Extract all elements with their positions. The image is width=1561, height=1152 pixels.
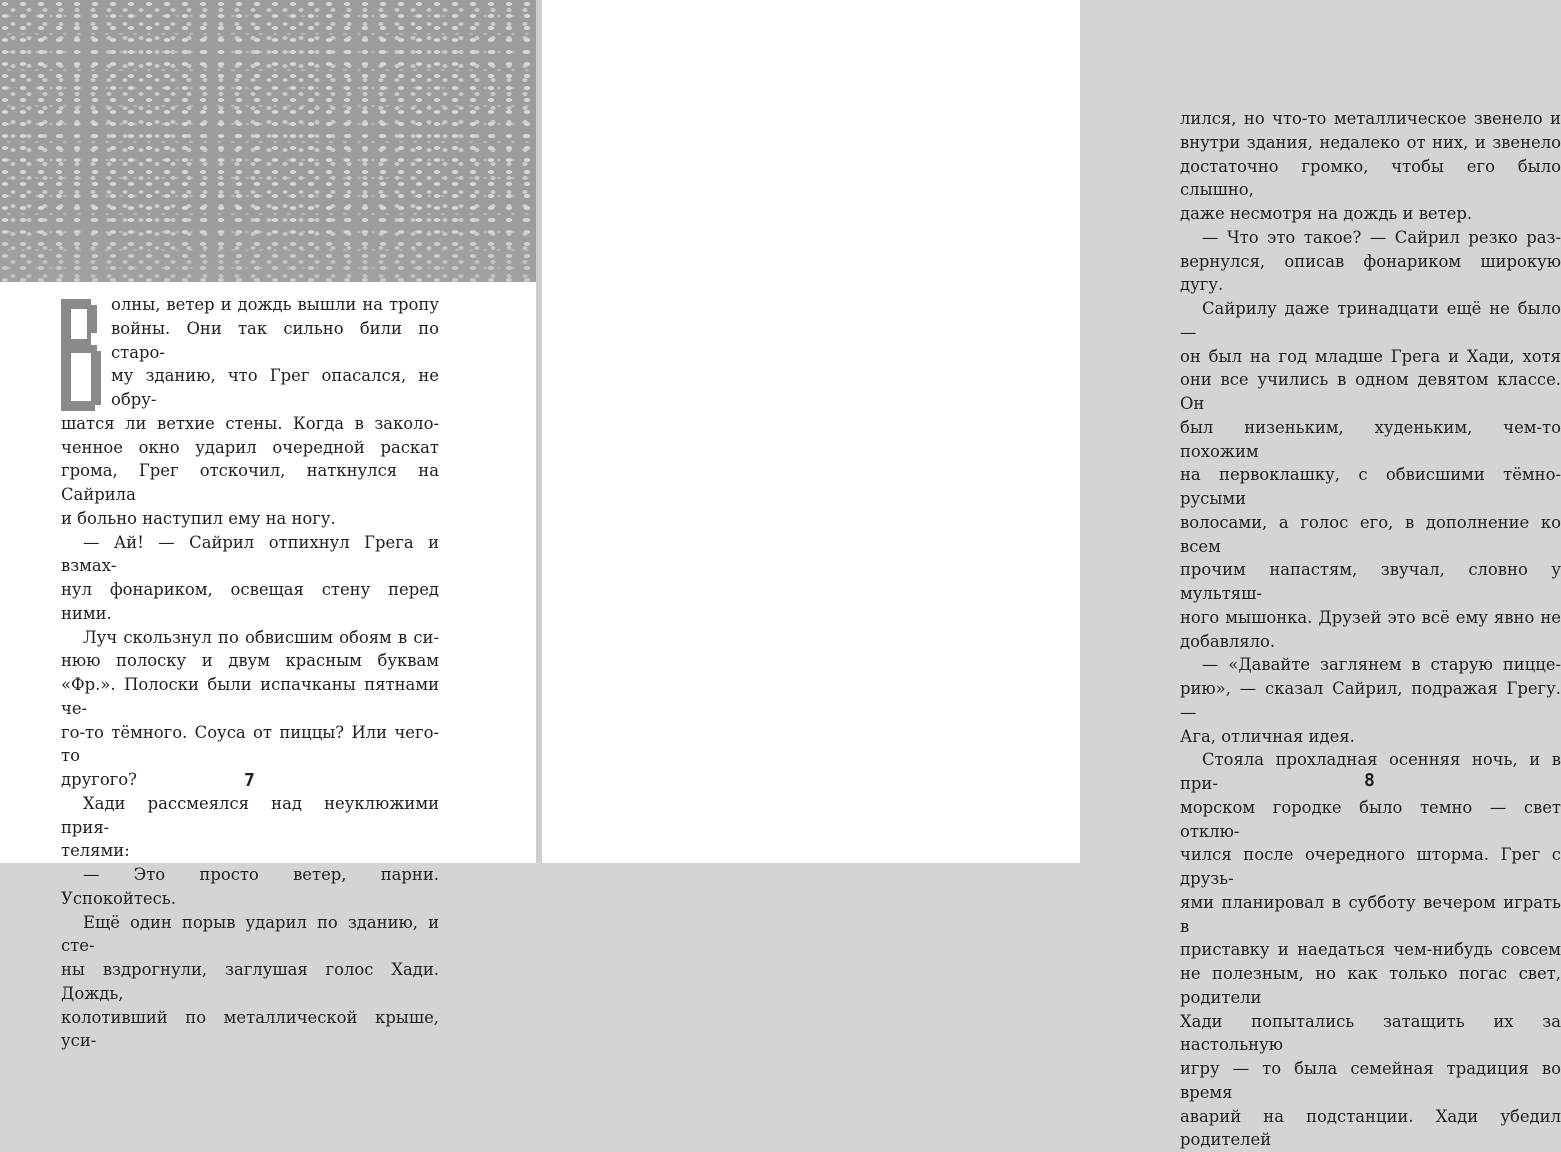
text-line: он был на год младше Грега и Хади, хотя bbox=[1180, 345, 1561, 369]
text-line: грома, Грег отскочил, наткнулся на Сайрила bbox=[61, 459, 439, 507]
text-line: ного мышонка. Друзей это всё ему явно не bbox=[1180, 606, 1561, 630]
text-line: аварий на подстанции. Хади убедил родителей bbox=[1180, 1105, 1561, 1152]
right-page bbox=[542, 0, 1080, 863]
text-line: нул фонариком, освещая стену перед ними. bbox=[61, 578, 439, 626]
text-line: лился, но что-то металлическое звенело и bbox=[1180, 107, 1561, 131]
text-line: шатся ли ветхие стены. Когда в заколо- bbox=[61, 412, 439, 436]
text-line: игру — то была семейная традиция во время bbox=[1180, 1057, 1561, 1105]
paragraph bbox=[1180, 226, 1561, 297]
right-page-text bbox=[1180, 107, 1561, 1152]
text-line: морском городке было темно — свет отклю- bbox=[1180, 796, 1561, 844]
drop-cap bbox=[61, 299, 101, 411]
paragraph bbox=[1180, 653, 1561, 748]
paragraph bbox=[1180, 748, 1561, 1152]
left-page-text bbox=[61, 293, 439, 1053]
paragraph bbox=[61, 863, 439, 911]
text-line: достаточно громко, чтобы его было слышно, bbox=[1180, 155, 1561, 203]
drop-cap-glyph bbox=[61, 299, 101, 411]
text-line: Ага, отличная идея. bbox=[1180, 725, 1561, 749]
page-number-right: 8 bbox=[1364, 770, 1375, 791]
paragraph bbox=[1180, 297, 1561, 653]
chapter-header-texture bbox=[0, 0, 536, 282]
page-number-left: 7 bbox=[244, 770, 255, 791]
text-line: вернулся, описав фонариком широкую дугу. bbox=[1180, 250, 1561, 298]
text-line: на первоклашку, с обвисшими тёмно-русыми bbox=[1180, 463, 1561, 511]
text-line: прочим напастям, звучал, словно у мультяш- bbox=[1180, 558, 1561, 606]
text-line: — «Давайте заглянем в старую пицце- bbox=[1180, 653, 1561, 677]
text-line: Хади попытались затащить их за настольную bbox=[1180, 1010, 1561, 1058]
text-line: ями планировал в субботу вечером играть в bbox=[1180, 891, 1561, 939]
paragraph bbox=[61, 911, 439, 1054]
paragraph bbox=[61, 626, 439, 792]
text-line: приставку и наедаться чем-нибудь совсем bbox=[1180, 938, 1561, 962]
text-line: телями: bbox=[61, 839, 439, 863]
text-line: — Что это такое? — Сайрил резко раз- bbox=[1180, 226, 1561, 250]
text-line: колотивший по металлической крыше, уси- bbox=[61, 1006, 439, 1054]
text-line: Стояла прохладная осенняя ночь, и в при- bbox=[1180, 748, 1561, 796]
text-line: Луч скользнул по обвисшим обоям в си- bbox=[61, 626, 439, 650]
text-line: другого? bbox=[61, 768, 439, 792]
text-line: нюю полоску и двум красным буквам bbox=[61, 649, 439, 673]
text-line: они все учились в одном девятом классе. Он bbox=[1180, 368, 1561, 416]
text-line: рию», — сказал Сайрил, подражая Грегу. — bbox=[1180, 677, 1561, 725]
left-page bbox=[0, 0, 536, 863]
paragraph bbox=[1180, 107, 1561, 226]
text-line: внутри здания, недалеко от них, и звенело bbox=[1180, 131, 1561, 155]
text-line: был низеньким, худеньким, чем-то похожим bbox=[1180, 416, 1561, 464]
paragraph bbox=[61, 293, 439, 531]
text-line: го-то тёмного. Соуса от пиццы? Или чего-то bbox=[61, 721, 439, 769]
text-line: даже несмотря на дождь и ветер. bbox=[1180, 202, 1561, 226]
text-line: и больно наступил ему на ногу. bbox=[61, 507, 439, 531]
text-line: ны вздрогнули, заглушая голос Хади. Дождь, bbox=[61, 958, 439, 1006]
text-line: му зданию, что Грег опасался, не обру- bbox=[61, 364, 439, 412]
text-line: добавляло. bbox=[1180, 630, 1561, 654]
paragraph bbox=[61, 531, 439, 626]
text-line: — Ай! — Сайрил отпихнул Грега и взмах- bbox=[61, 531, 439, 579]
text-line: войны. Они так сильно били по старо- bbox=[61, 317, 439, 365]
text-line: «Фр.». Полоски были испачканы пятнами че- bbox=[61, 673, 439, 721]
text-line: Хади рассмеялся над неуклюжими прия- bbox=[61, 792, 439, 840]
text-line: не полезным, но как только погас свет, родители bbox=[1180, 962, 1561, 1010]
text-line: — Это просто ветер, парни. Успокойтесь. bbox=[61, 863, 439, 911]
text-line: Сайрилу даже тринадцати ещё не было — bbox=[1180, 297, 1561, 345]
text-line: Ещё один порыв ударил по зданию, и сте- bbox=[61, 911, 439, 959]
text-line: чился после очередного шторма. Грег с друзь- bbox=[1180, 843, 1561, 891]
text-line: ченное окно ударил очередной раскат bbox=[61, 436, 439, 460]
text-line: волосами, а голос его, в дополнение ко всем bbox=[1180, 511, 1561, 559]
text-line: олны, ветер и дождь вышли на тропу bbox=[61, 293, 439, 317]
paragraph bbox=[61, 792, 439, 863]
